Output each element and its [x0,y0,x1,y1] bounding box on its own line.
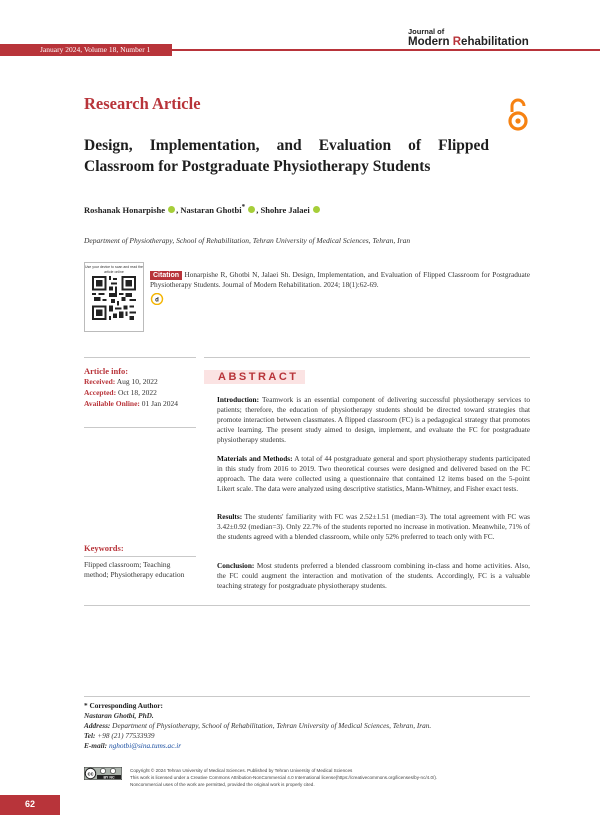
introduction-text: Teamwork is an essential component of delivering successful physiotherapy services to patients; therefore, the education of physiotherapy students should be directed toward strategies that promote interaction between classmates. A flipped classroom (FC) is a pedagogical strategy that promotes active learning. The present study aimed to design, implement, and evaluate the FC for postgraduate physiotherapy students. [217,395,530,445]
accepted-label: Accepted: [84,388,117,397]
abstract-top-rule [204,357,530,358]
svg-text:BY NC: BY NC [103,775,115,780]
results-heading: Results: [217,512,243,521]
citation-text: Honarpishe R, Ghotbi N, Jalaei Sh. Design, Implementation, and Evaluation of Flipped Classroom for Postgraduate Physiotherapy Students. Journal of Modern Rehabilitation. 2024; 18(1):62-69. [150,270,530,289]
keywords-text: Flipped classroom; Teaching method; Physiotherapy education [84,560,185,579]
abstract-methods [217,454,530,494]
conclusion-heading: Conclusion: [217,561,255,570]
email-link[interactable]: nghotbi@sina.tums.ac.ir [108,741,182,750]
content-bottom-rule [84,605,530,606]
accepted-value: Oct 18, 2022 [117,388,157,397]
online-label: Available Online: [84,399,140,408]
orcid-icon[interactable] [168,206,175,213]
open-access-icon [505,98,531,132]
online-date [84,399,178,408]
orcid-icon[interactable] [248,206,255,213]
author-name: Shohre Jalaei [260,204,310,215]
keywords-rule [84,556,196,557]
author-name: Roshanak Honarpishe [84,204,166,215]
citation-block [150,270,530,290]
article-info-title: Article info: [84,366,129,376]
doi-icon[interactable] [150,293,164,305]
corresponding-address: Address: Department of Physiotherapy, School of Rehabilitation, Tehran University of Medical Sciences, Tehran, Iran. [84,721,432,730]
page-number-bar [0,795,60,815]
abstract-title: ABSTRACT [204,370,305,384]
abstract-introduction [217,395,530,445]
qr-caption: Use your device to scan and read the article online [85,265,143,274]
corresponding-mark: * [241,203,246,211]
info-mid-rule [84,427,196,428]
conclusion-text: Most students preferred a blended classroom combining in-class and home activities. Also, the FC could augment the interaction and motivation of the students. Accordingly, FC is a valuable teaching strategy for postgraduate physiotherapy students. [217,561,530,591]
svg-text:cc: cc [87,771,94,778]
corresponding-name: Nastaran Ghotbi, PhD. [84,711,154,720]
license-text: Copyright © 2024 Tehran University of Medical Sciences. Published by Tehran University of Medical Sciences This work is licensed under a Creative Commons Attribution-NonCommercial 4.0 International license(https://creativecommons.org/licenses/by-nc/4.0/). Noncommercial uses of the work are permitted, provided the original work is properly cited. [130,768,438,787]
corresponding-email: E-mail: nghotbi@sina.tums.ac.ir [84,741,182,750]
journal-name: Modern Rehabilitation [408,36,529,48]
qr-code-icon [92,276,136,320]
citation-label: Citation [150,271,182,280]
article-title: Design, Implementation, and Evaluation of Flipped Classroom for Postgraduate Physiotherapy Students [84,137,489,175]
introduction-heading: Introduction: [217,395,260,404]
affiliation: Department of Physiotherapy, School of Rehabilitation, Tehran University of Medical Sciences, Tehran, Iran [84,236,411,245]
corresponding-tel: Tel: +98 (21) 77533939 [84,731,155,740]
results-text: The students' familiarity with FC was 2.52±1.51 (median=3). The total agreement with FC was 3.42±0.92 (median=3). Only 22.7% of the students reported no increase in motivation. Meanwhile, 71% of the students agreed with a blended classroom, while only 52% preferred to teach only with FC. [217,512,530,542]
corresponding-author [84,701,534,751]
accepted-date [84,388,157,397]
cc-by-nc-badge[interactable] [84,767,122,780]
corresponding-rule [84,696,530,697]
received-value: Aug 10, 2022 [116,377,158,386]
article-type: Research Article [84,94,201,113]
qr-code-box[interactable] [84,262,144,332]
received-date [84,377,158,386]
journal-logo [408,28,568,49]
license-block [84,767,544,799]
issue-info: January 2024, Volume 18, Number 1 [40,45,151,54]
author-name: Nastaran Ghotbi [180,204,242,215]
abstract-conclusion [217,561,530,591]
info-top-rule [84,357,196,358]
svg-text:d: d [155,297,159,304]
orcid-icon[interactable] [313,206,320,213]
keywords-title: Keywords: [84,543,124,553]
methods-text: A total of 44 postgraduate general and sport physiotherapy students participated in this study from 2016 to 2019. Two theoretical courses were designed and delivered based on the FC approach. The data were collected using a questionnaire that contained 12 items based on the 5-point Likert scale. The data were analyzed using descriptive statistics, Mann-Whitney, and Fisher exact tests. [217,454,530,494]
author-list: Roshanak Honarpishe , Nastaran Ghotbi* , Shohre Jalaei [84,203,321,215]
methods-heading: Materials and Methods: [217,454,293,463]
online-value: 01 Jan 2024 [141,399,179,408]
corresponding-title: * Corresponding Author: [84,701,163,710]
received-label: Received: [84,377,116,386]
header-rule [172,49,600,51]
journal-name-small: Journal of [408,27,445,36]
page-number: 62 [24,799,35,809]
abstract-results [217,512,530,542]
